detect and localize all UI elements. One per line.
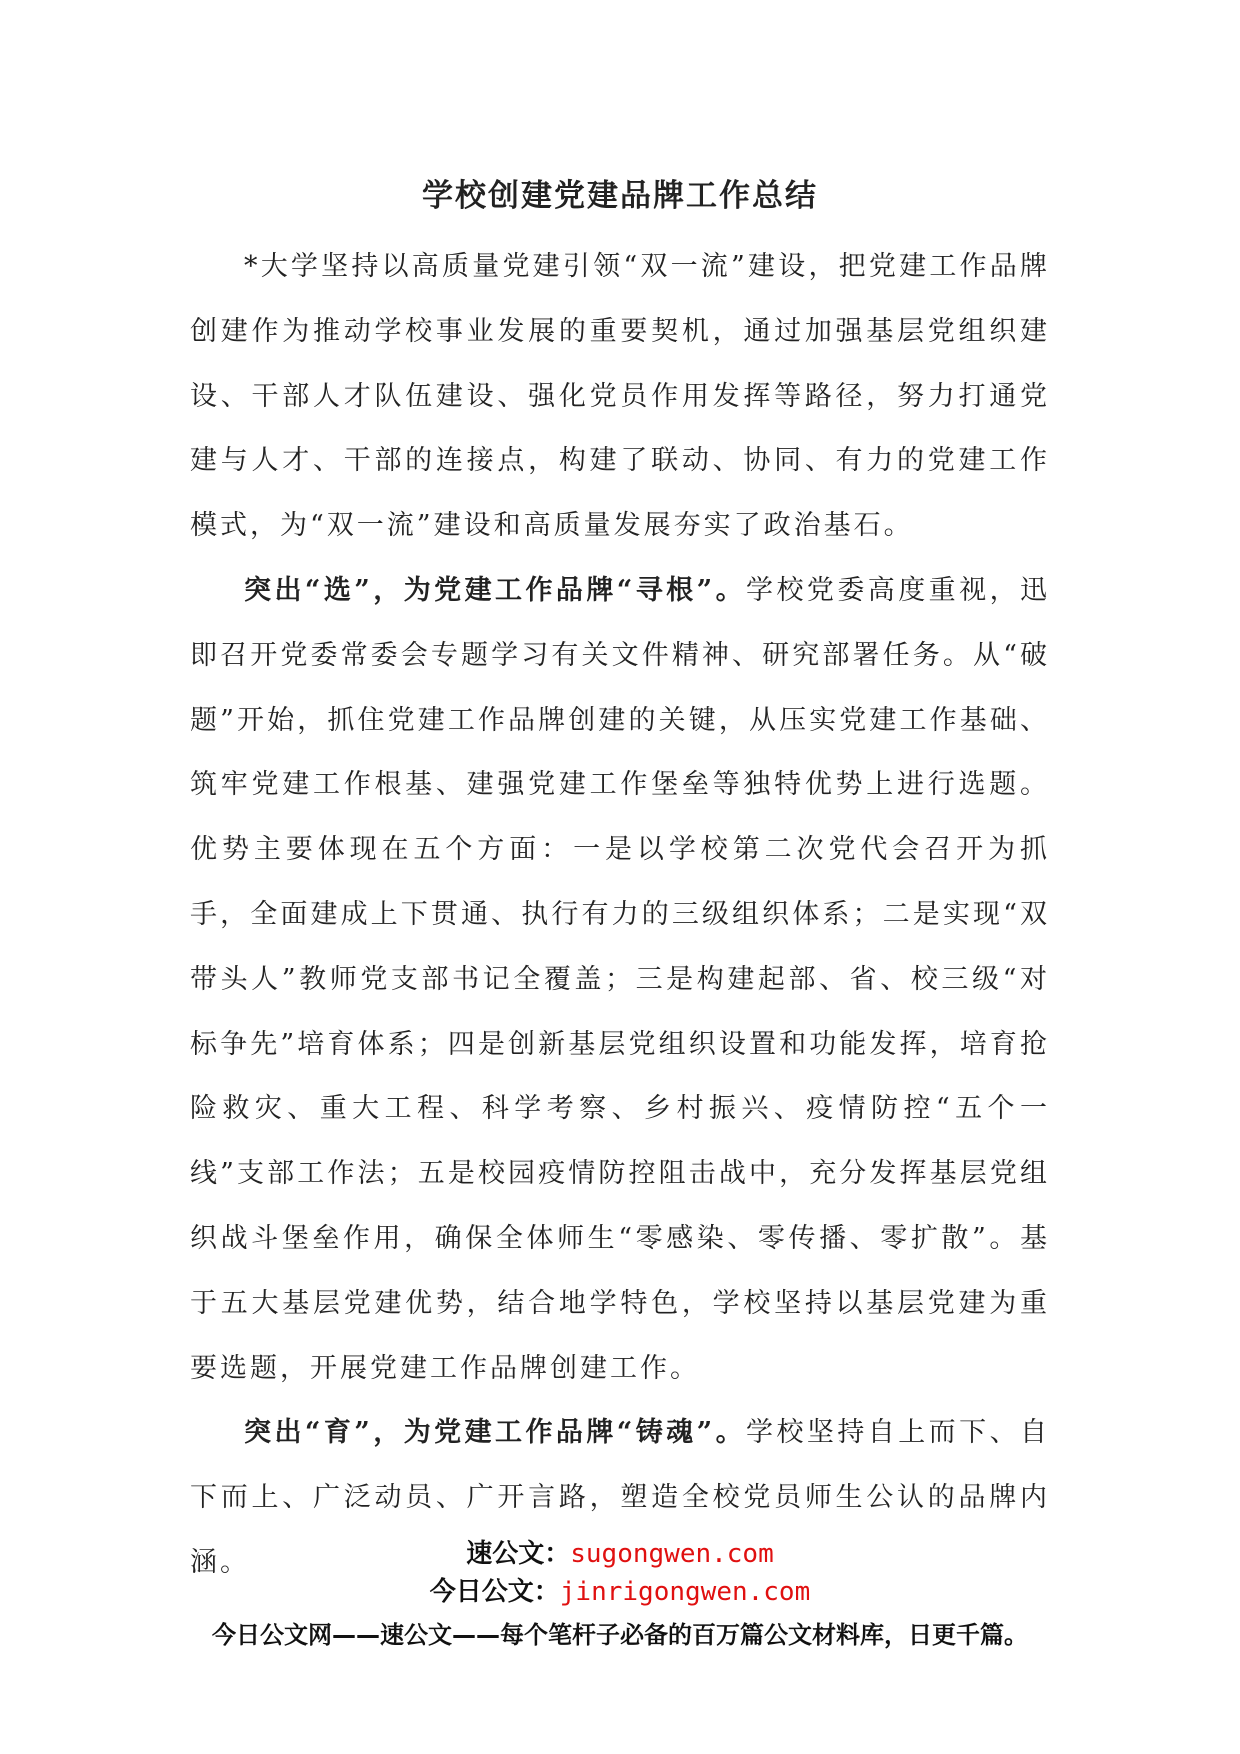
paragraph-text: 学校坚持自上而下、自下而上、广泛动员、广开言路，塑造全校党员师生公认的品牌内涵。 <box>190 1417 1051 1578</box>
watermark-footer <box>0 1535 1240 1655</box>
paragraph-select <box>190 559 1050 1401</box>
document-title: 学校创建党建品牌工作总结 <box>422 178 818 214</box>
paragraph-text: 学校党委高度重视，迅即召开党委常委会专题学习有关文件精神、研究部署任务。从“破题”开始，抓住党建工作品牌创建的关键，从压实党建工作基础、筑牢党建工作根基、建强党建工作堡垒等独特优势上进行选题。优势主要体现在五个方面：一是以学校第二次党代会召开为抓手，全面建成上下贯通、执行有力的三级组织体系；二是实现“双带头人”教师党支部书记全覆盖；三是构建起部、省、校三级“对标争先”培育体系；四是创新基层党组织设置和功能发挥，培育抢险救灾、重大工程、科学考察、乡村振兴、疫情防控“五个一线”支部工作法；五是校园疫情防控阻击战中，充分发挥基层党组织战斗堡垒作用，确保全体师生“零感染、零传播、零扩散”。基于五大基层党建优势，结合地学特色，学校坚持以基层党建为重要选题，开展党建工作品牌创建工作。 <box>190 574 1051 1384</box>
sugongwen-link[interactable]: sugongwen.com <box>570 1539 774 1569</box>
footer-label: 速公文： <box>466 1539 571 1569</box>
paragraph-intro <box>190 235 1050 559</box>
paragraph-text: *大学坚持以高质量党建引领“双一流”建设，把党建工作品牌创建作为推动学校事业发展的重要契机，通过加强基层党组织建设、干部人才队伍建设、强化党员作用发挥等路径，努力打通党建与人才、干部的连接点，构建了联动、协同、有力的党建工作模式，为“双一流”建设和高质量发展夯实了政治基石。 <box>190 251 1050 542</box>
footer-label: 今日公文： <box>429 1577 560 1607</box>
paragraph-lead: 突出“选”，为党建工作品牌“寻根”。 <box>244 574 747 606</box>
paragraph-lead: 突出“育”，为党建工作品牌“铸魂”。 <box>244 1417 747 1449</box>
jinrigongwen-link[interactable]: jinrigongwen.com <box>559 1577 811 1607</box>
footer-slogan: 今日公文网——速公文——每个笔杆子必备的百万篇公文材料库，日更千篇。 <box>212 1621 1028 1649</box>
document-body <box>190 235 1050 1596</box>
footer-line-jinrigongwen <box>0 1573 1240 1611</box>
footer-line-sugongwen <box>0 1535 1240 1573</box>
